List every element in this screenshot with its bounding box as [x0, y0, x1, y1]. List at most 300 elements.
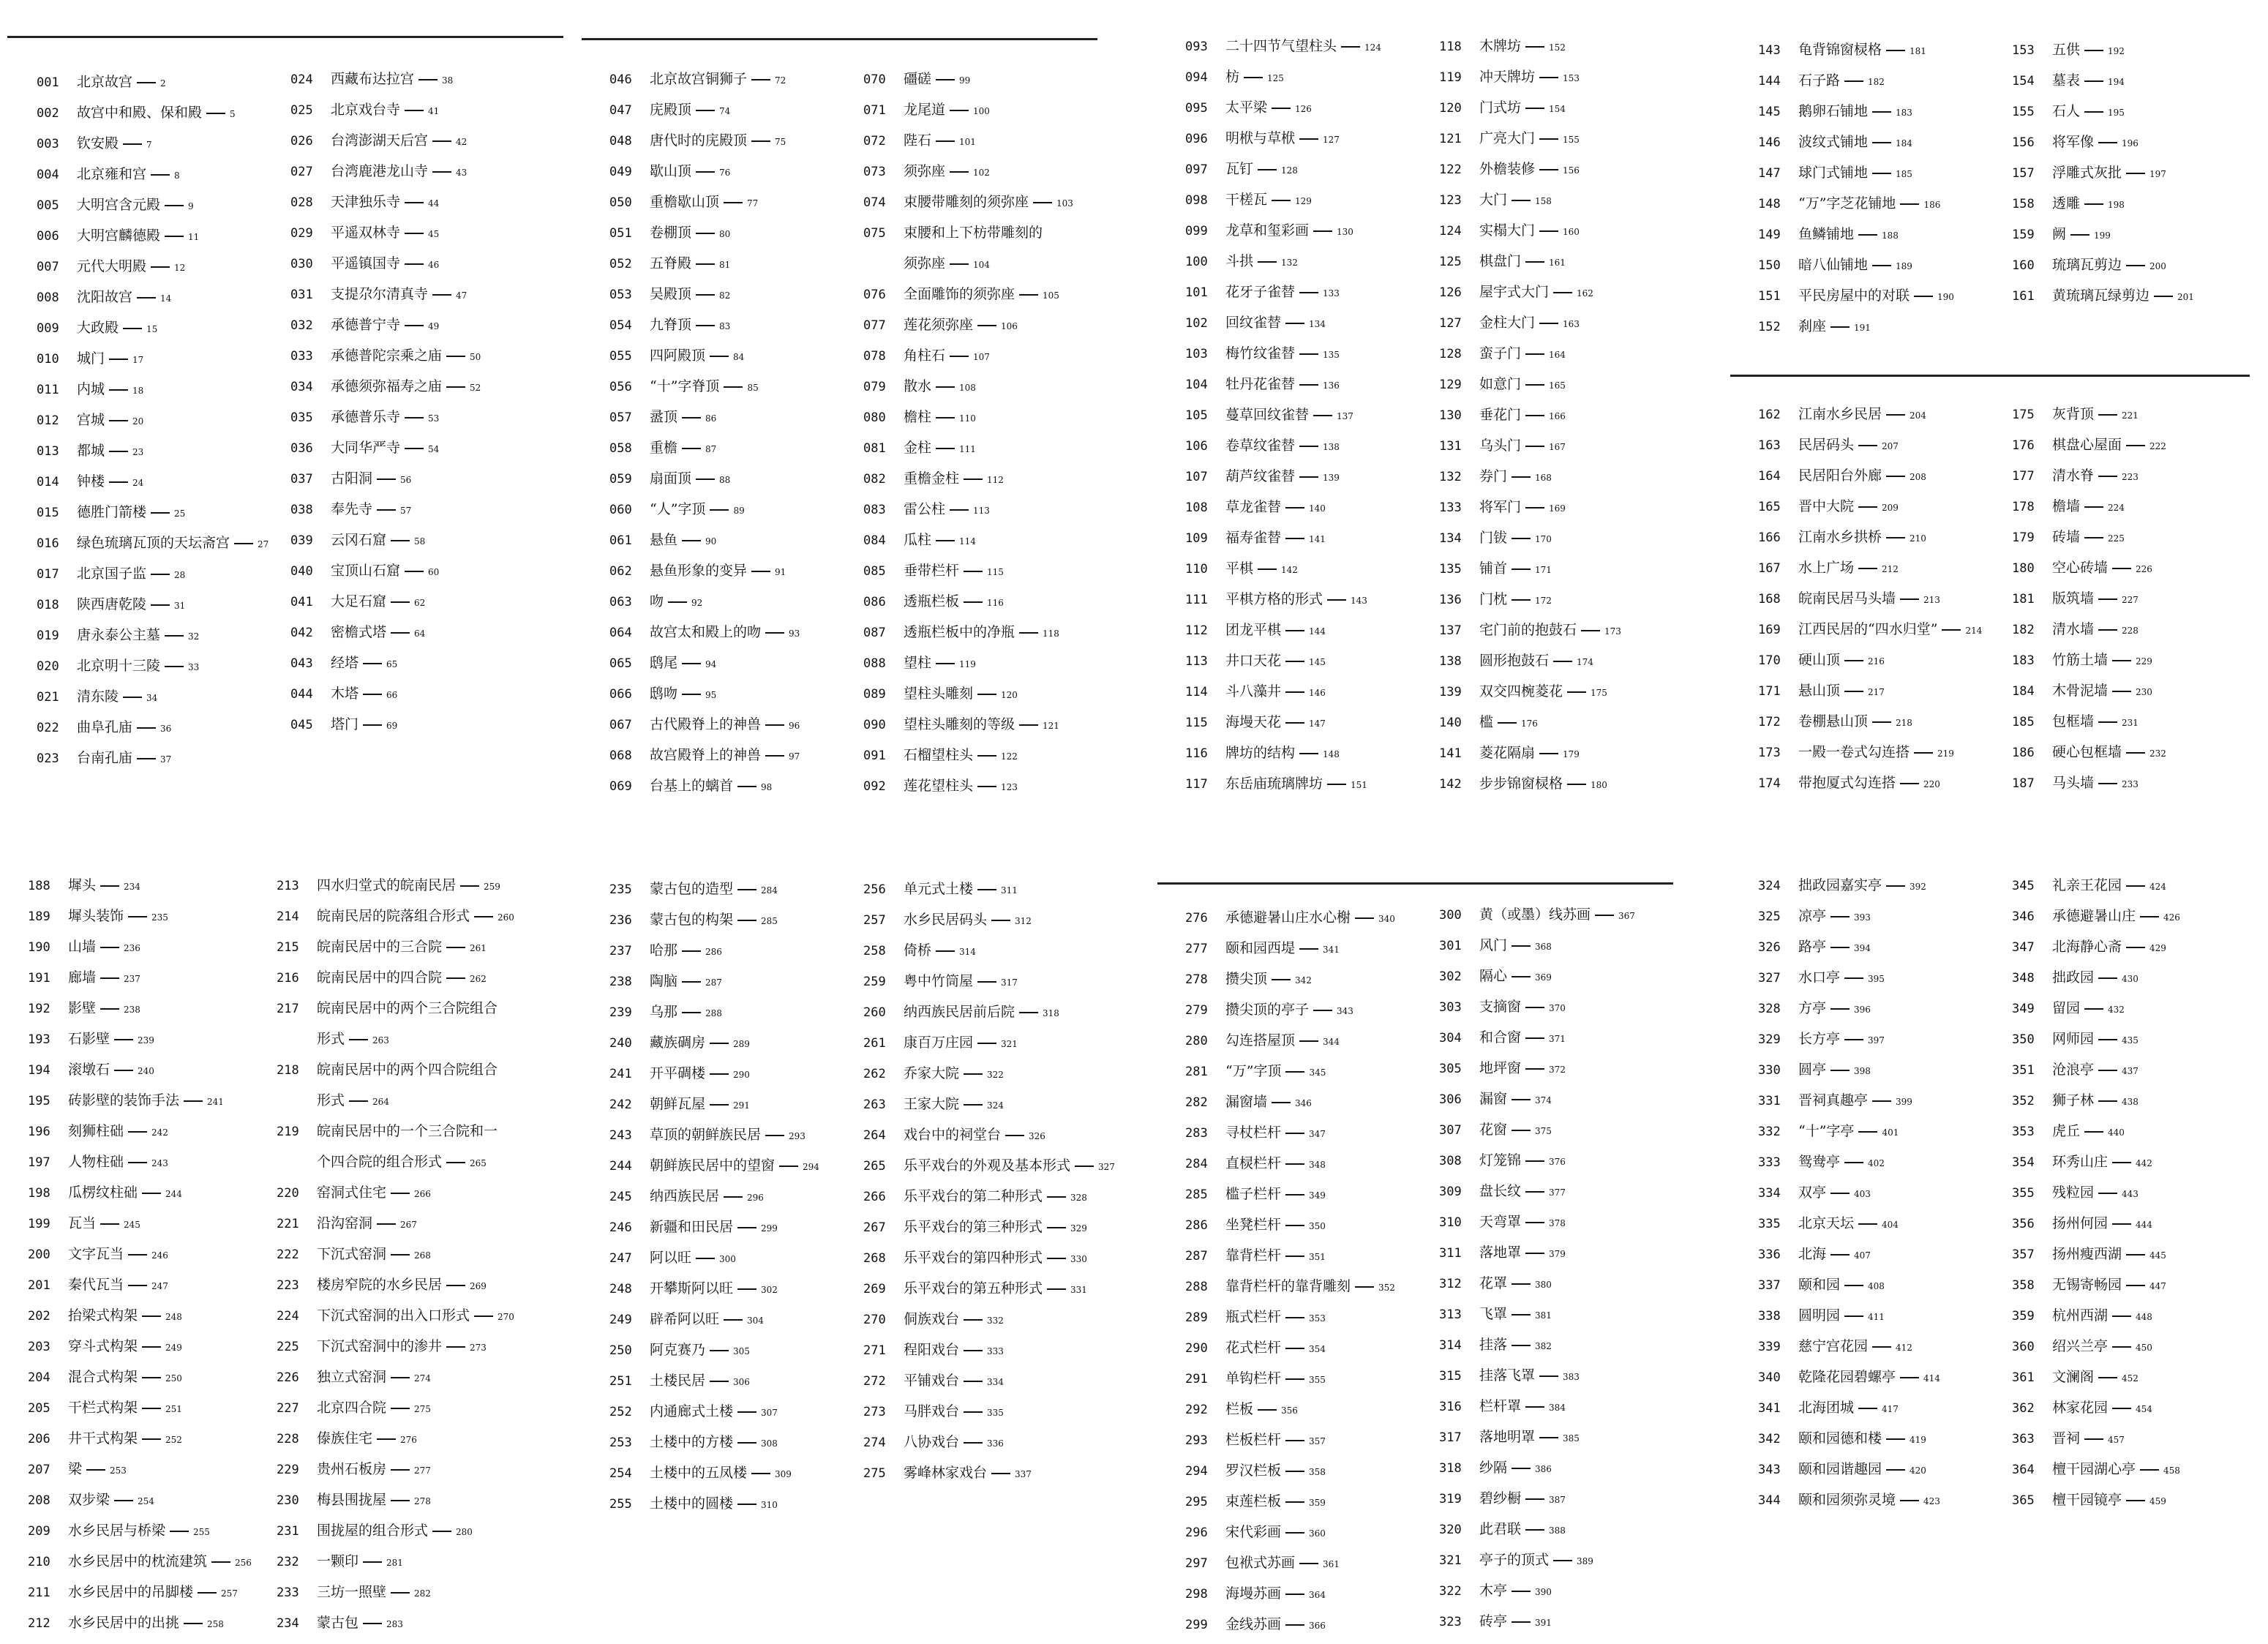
leader-dash: [2154, 296, 2173, 297]
index-entry: [28, 1208, 284, 1239]
entry-title: 鸳鸯亭: [1798, 1154, 1841, 1170]
entry-page-number: 190: [1937, 292, 1954, 302]
entry-number: 228: [277, 1432, 299, 1446]
entry-number: 039: [290, 533, 313, 548]
entry-number: 337: [1758, 1278, 1781, 1293]
leader-dash: [2126, 1285, 2145, 1286]
leader-dash: [1047, 1196, 1066, 1198]
entry-title: 槛子栏杆: [1225, 1186, 1282, 1202]
entry-number: 063: [609, 595, 632, 609]
index-entry: [290, 248, 547, 279]
entry-number: 073: [863, 165, 886, 179]
index-entry: [1185, 1086, 1441, 1117]
entry-page-number: 72: [775, 75, 786, 86]
entry-page-number: 452: [2122, 1373, 2139, 1384]
entry-title: 马胖戏台: [904, 1403, 960, 1419]
entry-page-number: 360: [1309, 1528, 1326, 1539]
index-entry: [290, 279, 547, 309]
entry-number: 169: [1758, 623, 1781, 637]
index-entry: [1185, 184, 1441, 215]
index-entry: [1758, 1454, 2014, 1485]
index-entry: [609, 1242, 865, 1273]
entry-number: 017: [37, 567, 59, 582]
leader-dash: [100, 947, 119, 948]
entry-page-number: 342: [1295, 975, 1312, 986]
index-entry: [1758, 522, 2014, 552]
leader-dash: [391, 1254, 410, 1255]
entry-number: 187: [2012, 776, 2035, 791]
entry-number: 257: [863, 913, 886, 928]
index-entry: [277, 1362, 533, 1392]
leader-dash: [2098, 476, 2117, 477]
leader-dash: [165, 236, 184, 237]
entry-title: 颐和园: [1798, 1277, 1841, 1293]
entry-title: 金柱大门: [1479, 315, 1536, 331]
entry-number: 143: [1758, 43, 1781, 58]
leader-dash: [682, 448, 701, 449]
index-entry: [1758, 993, 2014, 1024]
index-entry: [1439, 1606, 1695, 1637]
entry-page-number: 435: [2122, 1035, 2139, 1046]
entry-page-number: 27: [258, 539, 269, 549]
leader-dash: [1299, 446, 1318, 447]
entry-title: 土楼中的圆楼: [650, 1495, 734, 1512]
index-entry: [1758, 1331, 2014, 1362]
entry-number: 191: [28, 971, 50, 986]
index-block: [1758, 870, 2014, 1515]
index-entry: [290, 309, 547, 340]
entry-number: 081: [863, 441, 886, 456]
entry-title: 礼亲王花园: [2052, 877, 2122, 893]
entry-page-number: 368: [1535, 942, 1552, 952]
entry-page-number: 283: [386, 1619, 403, 1629]
entry-page-number: 437: [2122, 1066, 2139, 1076]
entry-number: 141: [1439, 746, 1462, 761]
leader-dash: [1512, 1621, 1531, 1623]
leader-dash: [123, 143, 142, 145]
entry-number: 248: [609, 1282, 632, 1296]
entry-title: 宫城: [77, 412, 105, 428]
entry-number: 188: [28, 879, 50, 893]
entry-number: 254: [609, 1466, 632, 1481]
index-entry: [1439, 184, 1695, 215]
entry-number: 173: [1758, 746, 1781, 760]
entry-page-number: 142: [1281, 565, 1298, 575]
entry-number: 223: [277, 1278, 299, 1293]
entry-page-number: 163: [1563, 319, 1580, 329]
entry-title: 黄琉璃瓦绿剪边: [2052, 288, 2150, 304]
entry-page-number: 127: [1323, 135, 1340, 145]
entry-page-number: 245: [124, 1220, 140, 1230]
entry-page-number: 310: [761, 1500, 778, 1510]
entry-title: 菱花隔扇: [1479, 745, 1536, 761]
leader-dash: [2112, 1408, 2131, 1409]
index-entry: [2012, 614, 2268, 645]
entry-title: 带抱厦式勾连搭: [1798, 775, 1896, 791]
leader-dash: [2084, 80, 2103, 82]
index-entry: [28, 1239, 284, 1269]
entry-number: 157: [2012, 166, 2035, 181]
index-entry: [37, 435, 293, 466]
leader-dash: [1047, 1258, 1066, 1259]
index-entry: [609, 494, 865, 525]
leader-dash: [1341, 46, 1360, 48]
entry-title: 透雕: [2052, 195, 2081, 211]
entry-title: 悬鱼形象的变异: [650, 563, 748, 579]
index-entry: [2012, 962, 2268, 993]
index-entry: [37, 282, 293, 312]
entry-page-number: 86: [705, 413, 717, 424]
index-entry: [1758, 1208, 2014, 1239]
index-entry: [863, 125, 1119, 156]
entry-number: 077: [863, 318, 886, 333]
entry-page-number: 377: [1549, 1187, 1566, 1198]
index-entry: [1439, 61, 1695, 92]
entry-number: 057: [609, 410, 632, 425]
leader-dash: [1525, 1068, 1544, 1070]
entry-title: 步步锦窗棂格: [1479, 776, 1563, 792]
index-entry: [1439, 930, 1695, 961]
entry-title: 斗拱: [1225, 253, 1254, 269]
leader-dash: [1285, 1348, 1304, 1349]
entry-title: 下沉式窑洞的出入口形式: [317, 1307, 470, 1324]
leader-dash: [964, 1411, 983, 1413]
index-entry: [277, 1054, 533, 1085]
index-entry: [1439, 307, 1695, 338]
index-entry: [1185, 1578, 1441, 1609]
index-block: [37, 67, 293, 773]
index-entry: [609, 935, 865, 966]
entry-page-number: 66: [386, 690, 398, 700]
entry-page-number: 440: [2108, 1127, 2125, 1138]
entry-page-number: 447: [2149, 1281, 2166, 1291]
entry-number: 320: [1439, 1523, 1462, 1537]
index-entry: [37, 220, 293, 251]
entry-page-number: 429: [2149, 943, 2166, 953]
entry-number: 090: [863, 718, 886, 732]
leader-dash: [1285, 1133, 1304, 1134]
entry-number: 218: [277, 1063, 299, 1078]
entry-number: 012: [37, 413, 59, 428]
entry-title: 辟希阿以旺: [650, 1311, 720, 1327]
entry-number: 185: [2012, 715, 2035, 729]
entry-number: 125: [1439, 255, 1462, 269]
index-entry: [290, 463, 547, 494]
entry-page-number: 289: [733, 1039, 750, 1049]
entry-page-number: 134: [1309, 319, 1326, 329]
index-entry: [863, 1304, 1119, 1335]
entry-page-number: 396: [1854, 1005, 1871, 1015]
entry-page-number: 326: [1029, 1131, 1045, 1141]
entry-number: 049: [609, 165, 632, 179]
entry-page-number: 277: [414, 1465, 431, 1476]
entry-title: 隔心: [1479, 968, 1508, 984]
index-entry: [1758, 491, 2014, 522]
index-entry: [1758, 901, 2014, 931]
entry-page-number: 329: [1070, 1223, 1087, 1234]
entry-number: 005: [37, 198, 59, 213]
entry-title: 碧纱橱: [1479, 1490, 1522, 1506]
entry-page-number: 353: [1309, 1313, 1326, 1324]
entry-title: 水上广场: [1798, 560, 1855, 576]
entry-page-number: 224: [2108, 503, 2125, 513]
entry-title: 如意门: [1479, 376, 1522, 392]
entry-number: 137: [1439, 623, 1462, 638]
entry-page-number: 125: [1267, 73, 1284, 83]
entry-number: 315: [1439, 1369, 1462, 1384]
index-entry: [277, 1423, 533, 1454]
leader-dash: [696, 263, 715, 265]
entry-title: 瓦当: [68, 1215, 97, 1231]
index-entry: [1185, 430, 1441, 461]
entry-number: 322: [1439, 1584, 1462, 1599]
index-entry: [2012, 1054, 2268, 1085]
leader-dash: [446, 1346, 465, 1348]
index-entry: [863, 187, 1119, 217]
leader-dash: [950, 263, 969, 265]
entry-number: 105: [1185, 408, 1208, 423]
top-rule-1: [7, 36, 563, 38]
index-entry: [609, 279, 865, 309]
entry-title: 双交四椀菱花: [1479, 683, 1563, 699]
index-block: [290, 64, 547, 740]
index-entry: [1439, 1084, 1695, 1114]
entry-page-number: 331: [1070, 1285, 1087, 1295]
entry-page-number: 99: [959, 75, 971, 86]
index-entry: [1185, 1148, 1441, 1179]
leader-dash: [1258, 1409, 1277, 1411]
entry-page-number: 432: [2108, 1005, 2125, 1015]
entry-title: 北京戏台寺: [331, 102, 401, 118]
index-entry: [1758, 1054, 2014, 1085]
entry-number: 290: [1185, 1341, 1208, 1356]
entry-title: 二十四节气望柱头: [1225, 38, 1337, 54]
entry-number: 271: [863, 1343, 886, 1358]
entry-number: 259: [863, 975, 886, 989]
entry-number: 329: [1758, 1032, 1781, 1047]
leader-dash: [977, 1043, 996, 1044]
entry-number: 168: [1758, 592, 1781, 607]
index-entry: [1439, 492, 1695, 522]
entry-title: 雷公柱: [904, 501, 946, 517]
index-entry: [1439, 430, 1695, 461]
leader-dash: [2098, 629, 2117, 631]
leader-dash: [991, 1473, 1010, 1474]
index-entry: [1185, 1547, 1441, 1578]
entry-number: 221: [277, 1217, 299, 1231]
index-entry: [1758, 460, 2014, 491]
index-entry: [37, 466, 293, 497]
entry-page-number: 424: [2149, 882, 2166, 892]
index-entry: [1758, 34, 2014, 65]
index-block: [1758, 399, 2014, 798]
entry-title: 直棂栏杆: [1225, 1155, 1282, 1171]
leader-dash: [1285, 1163, 1304, 1165]
index-entry-continuation: [277, 1085, 533, 1116]
entry-number: 140: [1439, 716, 1462, 730]
entry-number: 201: [28, 1278, 50, 1293]
entry-number: 308: [1439, 1154, 1462, 1168]
entry-page-number: 5: [230, 109, 236, 119]
entry-title: 束莲栏板: [1225, 1493, 1282, 1509]
entry-page-number: 2: [160, 78, 166, 89]
entry-number: 032: [290, 318, 313, 333]
entry-number: 338: [1758, 1309, 1781, 1324]
index-entry: [1185, 399, 1441, 430]
entry-title: 平遥双林寺: [331, 225, 401, 241]
entry-number: 225: [277, 1340, 299, 1354]
leader-dash: [1525, 446, 1544, 447]
index-entry: [609, 1304, 865, 1335]
entry-page-number: 38: [442, 75, 454, 86]
entry-number: 203: [28, 1340, 50, 1354]
entry-page-number: 123: [1001, 782, 1018, 792]
index-entry: [2012, 34, 2268, 65]
entry-page-number: 322: [987, 1070, 1004, 1080]
entry-title: 程阳戏台: [904, 1342, 960, 1358]
entry-title: 栏板栏杆: [1225, 1432, 1282, 1448]
index-entry: [609, 904, 865, 935]
entry-number: 078: [863, 349, 886, 364]
leader-dash: [1285, 1378, 1304, 1380]
index-entry: [277, 1331, 533, 1362]
entry-title: 版筑墙: [2052, 590, 2095, 607]
leader-dash: [1844, 1039, 1863, 1040]
leader-dash: [1858, 445, 1877, 446]
leader-dash: [1512, 1099, 1531, 1100]
entry-number: 328: [1758, 1002, 1781, 1016]
entry-title: 哈那: [650, 942, 678, 958]
entry-number: 293: [1185, 1433, 1208, 1448]
entry-page-number: 50: [470, 352, 481, 362]
entry-title: 木亭: [1479, 1583, 1508, 1599]
leader-dash: [1299, 948, 1318, 950]
entry-number: 148: [1758, 197, 1781, 211]
index-entry: [290, 586, 547, 617]
index-entry: [609, 309, 865, 340]
entry-title: 古代殿脊上的神兽: [650, 716, 762, 732]
entry-number: 182: [2012, 623, 2035, 637]
entry-number: 353: [2012, 1125, 2035, 1139]
index-entry: [2012, 127, 2268, 157]
index-entry: [863, 1212, 1119, 1242]
entry-page-number: 379: [1549, 1249, 1566, 1259]
index-block: [863, 874, 1119, 1488]
entry-number: 034: [290, 380, 313, 394]
entry-number: 347: [2012, 940, 2035, 955]
entry-number: 343: [1758, 1463, 1781, 1477]
entry-page-number: 32: [188, 631, 200, 642]
index-entry: [37, 97, 293, 128]
index-entry: [609, 709, 865, 740]
leader-dash: [391, 1377, 410, 1378]
entry-page-number: 265: [470, 1158, 487, 1168]
index-entry: [863, 402, 1119, 432]
entry-number: 068: [609, 748, 632, 763]
entry-page-number: 287: [705, 977, 722, 988]
leader-dash: [682, 981, 701, 983]
index-entry: [37, 681, 293, 712]
entry-title: 藏族碉房: [650, 1035, 706, 1051]
leader-dash: [724, 1196, 743, 1198]
entry-number: 045: [290, 718, 313, 732]
index-entry: [2012, 931, 2268, 962]
entry-number: 230: [277, 1493, 299, 1508]
leader-dash: [1019, 1012, 1038, 1013]
index-entry: [1185, 246, 1441, 277]
index-block: [1758, 34, 2014, 342]
index-entry: [1439, 1145, 1695, 1176]
entry-page-number: 221: [2122, 410, 2139, 421]
index-entry: [609, 1396, 865, 1427]
entry-title: 天弯罩: [1479, 1214, 1522, 1230]
leader-dash: [724, 386, 743, 388]
entry-number: 108: [1185, 500, 1208, 515]
entry-number: 238: [609, 975, 632, 989]
entry-title: 花式栏杆: [1225, 1340, 1282, 1356]
entry-number: 123: [1439, 193, 1462, 208]
entry-title: 王家大院: [904, 1096, 960, 1112]
entry-page-number: 459: [2149, 1496, 2166, 1506]
entry-title: 靠背栏杆的靠背雕刻: [1225, 1278, 1351, 1294]
entry-page-number: 216: [1868, 656, 1885, 667]
entry-page-number: 18: [132, 386, 144, 396]
entry-number: 133: [1439, 500, 1462, 515]
index-entry: [1185, 994, 1441, 1025]
index-block: [609, 874, 865, 1519]
leader-dash: [391, 1193, 410, 1194]
index-entry: [290, 432, 547, 463]
leader-dash: [142, 1315, 161, 1317]
entry-page-number: 118: [1043, 628, 1059, 639]
index-entry: [863, 1150, 1119, 1181]
entry-page-number: 384: [1549, 1403, 1566, 1413]
entry-title: 台基上的螭首: [650, 778, 734, 794]
leader-dash: [1313, 230, 1332, 232]
entry-page-number: 212: [1882, 564, 1899, 574]
entry-page-number: 267: [400, 1220, 417, 1230]
leader-dash: [1886, 537, 1905, 538]
leader-dash: [2126, 173, 2145, 174]
entry-title: 重檐歇山顶: [650, 194, 720, 210]
entry-number: 019: [37, 628, 59, 643]
entry-page-number: 445: [2149, 1250, 2166, 1261]
entry-title: 内通廊式土楼: [650, 1403, 734, 1419]
leader-dash: [151, 266, 170, 268]
entry-title: 一殿一卷式勾连搭: [1798, 744, 1910, 760]
leader-dash: [405, 417, 424, 418]
leader-dash: [1258, 568, 1277, 570]
entry-title: 山墙: [68, 939, 97, 955]
index-entry: [1758, 65, 2014, 96]
entry-page-number: 207: [1882, 441, 1899, 451]
entry-page-number: 372: [1549, 1065, 1566, 1075]
entry-number: 312: [1439, 1277, 1462, 1291]
index-entry: [2012, 1085, 2268, 1116]
leader-dash: [964, 601, 983, 603]
entry-page-number: 20: [132, 416, 144, 427]
entry-title: 明栿与草栿: [1225, 130, 1296, 146]
entry-number: 354: [2012, 1155, 2035, 1170]
index-entry: [1185, 1486, 1441, 1517]
index-entry: [2012, 1208, 2268, 1239]
entry-title: 瓜楞纹柱础: [68, 1185, 138, 1201]
leader-dash: [1525, 507, 1544, 508]
bottom-rule-3: [1157, 882, 1673, 885]
entry-page-number: 259: [484, 882, 500, 892]
entry-number: 015: [37, 506, 59, 520]
entry-number: 323: [1439, 1615, 1462, 1629]
